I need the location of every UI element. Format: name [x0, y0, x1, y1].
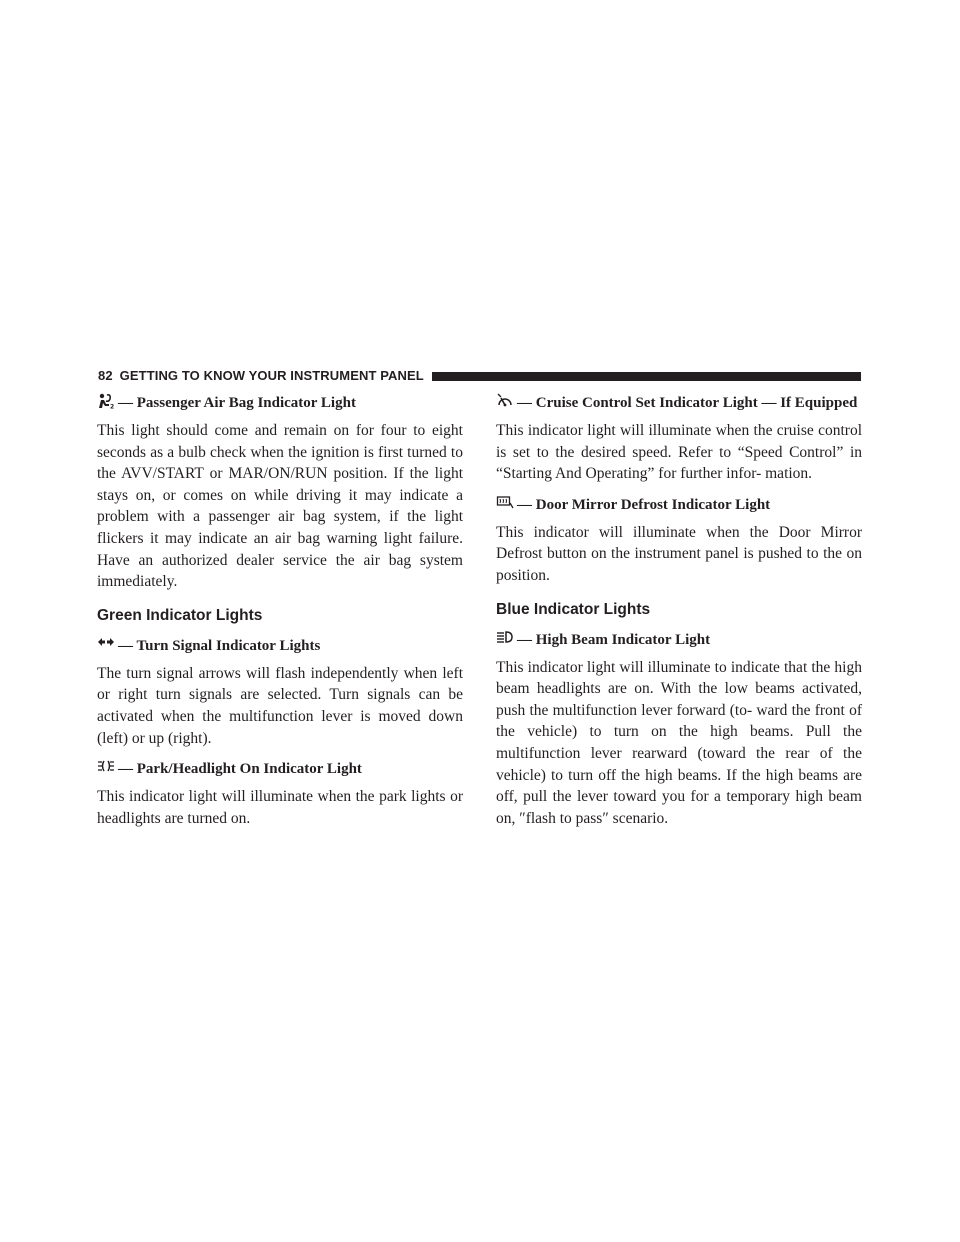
- header-rule: [432, 372, 861, 381]
- right-column: [496, 392, 862, 838]
- high-beam-heading-text: — High Beam Indicator Light: [517, 631, 711, 648]
- cruise-control-body: This indicator light will illuminate when the cruise control is set to the desired speed. Refer to “Speed Control” in “Starting And Operating” for further infor- mation.: [496, 422, 862, 483]
- passenger-airbag-body: This light should come and remain on for four to eight seconds as a bulb check when the ignition is first turned to the AVV/START or MAR/ON/RUN position. If the light stays on, or comes on while driving it may indicate a problem with a passenger air bag system, if the light flickers it may indicate an air bag warning light failure. Have an authorized dealer service the air bag system immediately.: [97, 422, 463, 591]
- cruise-control-heading: [496, 392, 862, 414]
- mirror-defrost-icon: [496, 495, 514, 509]
- passenger-airbag-heading-text: — Passenger Air Bag Indicator Light: [118, 395, 356, 411]
- turn-signal-heading: [97, 635, 463, 657]
- passenger-airbag-icon: [97, 393, 115, 407]
- park-headlight-heading-text: — Park/Headlight On Indicator Light: [118, 761, 362, 778]
- high-beam-body: This indicator light will illuminate to indicate that the high beam headlights are on. With the low beams activated, push the multifunction lever forward (to- ward the front of the vehicle) to turn on the high beams. Pull the multifunction lever rearward (toward the rear of the vehicle) to turn off the high beams. If the high beams are off, pull the lever toward you for a temporary high beam on, ″flash to pass″ scenario.: [496, 658, 862, 827]
- page-number: 82: [98, 368, 113, 383]
- turn-signal-body: The turn signal arrows will flash independently when left or right turn signals are selected. Turn signals can be activated when the multifunction lever is moved down (left) or up (right).: [97, 664, 463, 747]
- high-beam-heading: [496, 629, 862, 651]
- park-headlight-icon: [97, 759, 115, 773]
- cruise-control-icon: [496, 393, 514, 407]
- svg-text:2: 2: [110, 403, 115, 409]
- park-headlight-heading: [97, 758, 463, 780]
- passenger-airbag-heading: [97, 392, 463, 414]
- page-header: [98, 367, 861, 385]
- green-section-title: Green Indicator Lights: [97, 606, 263, 624]
- blue-section-title: Blue Indicator Lights: [496, 600, 651, 618]
- mirror-defrost-heading-text: — Door Mirror Defrost Indicator Light: [517, 496, 771, 513]
- turn-signal-heading-text: — Turn Signal Indicator Lights: [118, 637, 321, 654]
- cruise-control-heading-text: — Cruise Control Set Indicator Light — If Equipped: [517, 395, 858, 411]
- mirror-defrost-heading: [496, 494, 862, 516]
- park-headlight-body: This indicator light will illuminate when the park lights or headlights are turned on.: [97, 788, 463, 827]
- high-beam-icon: [496, 630, 514, 644]
- left-column: [97, 392, 463, 838]
- mirror-defrost-body: This indicator will illuminate when the Door Mirror Defrost button on the instrument panel is pushed to the on position.: [496, 523, 862, 584]
- header-title: GETTING TO KNOW YOUR INSTRUMENT PANEL: [119, 368, 424, 383]
- turn-signal-arrows-icon: [97, 636, 115, 650]
